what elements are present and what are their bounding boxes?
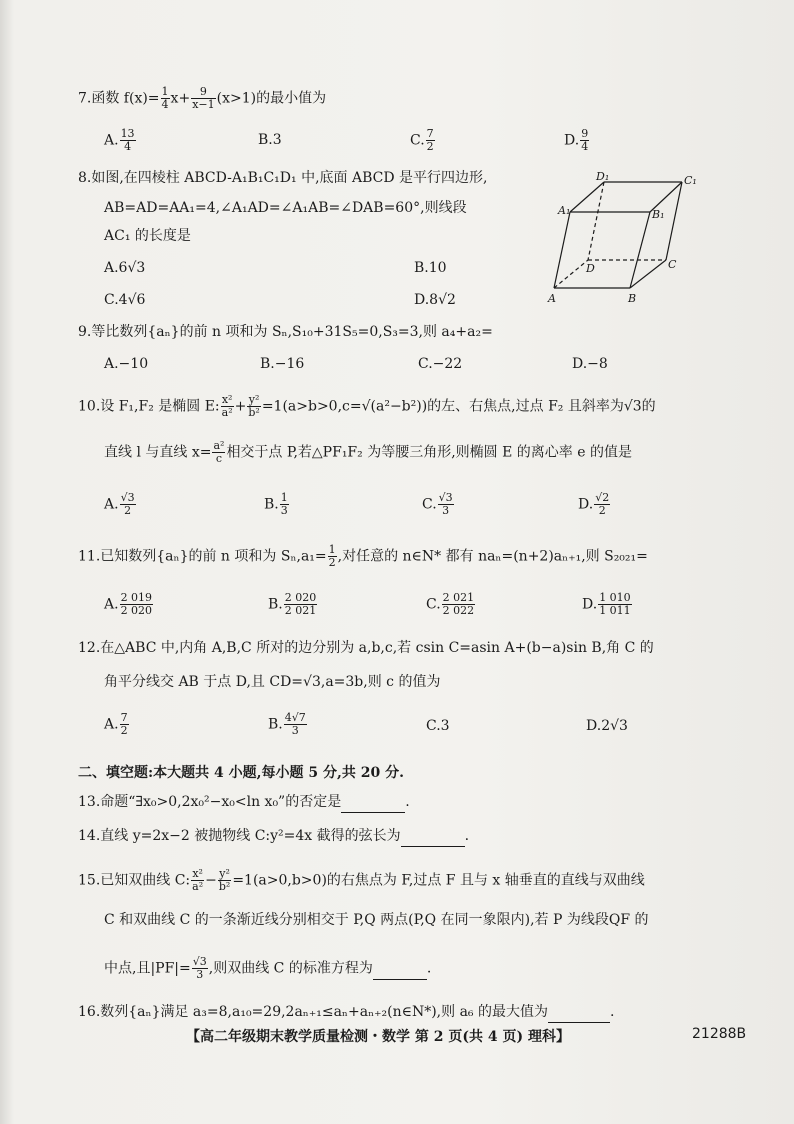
frac-num: 7	[120, 711, 128, 724]
q12-option-b	[268, 712, 308, 737]
q12-line-2: 角平分线交 AB 于点 D,且 CD=√3,a=3b,则 c 的值为	[104, 674, 441, 690]
q15-frac-pf	[192, 956, 208, 981]
frac-num: 1	[280, 491, 288, 504]
option-label: D.	[586, 718, 602, 734]
q10-line-2	[104, 440, 754, 465]
q10-text-end: =1(a>b>0,c=√(a²−b²))的左、右焦点,过点 F₂ 且斜率为√3的	[261, 398, 656, 415]
frac-num: a²	[213, 439, 225, 452]
option-label: B.	[264, 496, 279, 513]
option-fraction	[284, 712, 307, 737]
q15-text: 15.已知双曲线 C:	[78, 872, 191, 889]
q8-option-d: D.8√2	[414, 292, 456, 308]
q15-text-end: =1(a>0,b>0)的右焦点为 F,过点 F 且与 x 轴垂直的直线与双曲线	[232, 872, 645, 889]
q11-fraction	[328, 544, 337, 569]
q8-option-b: B.10	[414, 260, 447, 276]
q10-frac-directrix	[212, 440, 225, 465]
q7-frac2-num: 9	[191, 86, 215, 99]
option-label: A.	[104, 596, 119, 613]
frac-num: 13	[120, 127, 135, 140]
prism-figure	[542, 170, 702, 306]
label-c1: C₁	[684, 174, 697, 187]
frac-num: x²	[221, 393, 233, 406]
frac-den: 2	[426, 140, 434, 153]
q7-frac1-num: 1	[161, 85, 169, 98]
frac-den: 3	[291, 724, 299, 737]
frac-num: 2 020	[284, 591, 317, 604]
q7-stem-mid: x+	[170, 90, 191, 107]
label-b1: B₁	[652, 208, 665, 221]
q11-text-end: ,对任意的 n∈N* 都有 naₙ=(n+2)aₙ₊₁,则 S₂₀₂₁=	[337, 548, 648, 565]
option-fraction	[426, 128, 435, 153]
q10-option-a	[104, 492, 137, 517]
q12-line-1: 12.在△ABC 中,内角 A,B,C 所对的边分别为 a,b,c,若 csin C=asin A+(b−a)sin B,角 C 的	[78, 640, 654, 656]
q7-fraction-1	[161, 86, 170, 111]
label-d1: D₁	[596, 170, 610, 183]
option-label: D.	[578, 496, 594, 513]
frac-den: 2 022	[442, 604, 475, 617]
frac-den: b²	[218, 880, 231, 893]
q15-line-1	[78, 868, 754, 893]
exam-code: 21288B	[692, 1026, 747, 1042]
option-label: C.	[426, 718, 441, 734]
q9-option-d: D.−8	[572, 356, 608, 372]
question-14	[78, 826, 754, 847]
q14-text: 14.直线 y=2x−2 被抛物线 C:y²=4x 截得的弦长为	[78, 828, 401, 844]
q8-option-a: A.6√3	[104, 260, 146, 276]
q15-line-2: C 和双曲线 C 的一条渐近线分别相交于 P,Q 两点(P,Q 在同一象限内),若 P 为线段QF 的	[104, 912, 649, 928]
frac-den: b²	[248, 406, 260, 419]
q9-option-b: B.−16	[260, 356, 305, 372]
frac-den: 2	[120, 724, 128, 737]
frac-num: √2	[595, 491, 610, 504]
q10-text-end: 相交于点 P,若△PF₁F₂ 为等腰三角形,则椭圆 E 的离心率 e 的值是	[226, 444, 632, 461]
frac-num: 4√7	[284, 711, 306, 724]
option-fraction	[120, 712, 129, 737]
q10-option-d	[578, 492, 611, 517]
section-heading-fill-in: 二、填空题:本大题共 4 小题,每小题 5 分,共 20 分.	[78, 765, 404, 781]
q7-option-b	[258, 130, 282, 150]
q10-plus: +	[234, 398, 247, 415]
q7-option-d	[564, 128, 590, 153]
q15-text-end: ,则双曲线 C 的标准方程为	[208, 960, 373, 977]
q12-option-a	[104, 712, 130, 737]
option-fraction	[280, 492, 289, 517]
option-fraction	[598, 592, 632, 617]
option-fraction	[120, 592, 154, 617]
option-value: 3	[272, 132, 282, 148]
q7-stem-start: 7.函数 f(x)=	[78, 90, 160, 107]
frac-num: √3	[192, 955, 207, 968]
q13-end: .	[405, 794, 410, 810]
option-label: B.	[258, 132, 273, 148]
option-label: C.	[422, 496, 437, 513]
frac-num: 9	[581, 127, 589, 140]
option-fraction	[594, 492, 610, 517]
frac-num: √3	[438, 491, 453, 504]
q11-option-d	[582, 592, 633, 617]
q8-option-c: C.4√6	[104, 292, 146, 308]
option-label: B.	[268, 716, 283, 733]
q10-frac-x	[221, 394, 234, 419]
option-fraction	[284, 592, 318, 617]
answer-blank[interactable]	[548, 1002, 610, 1023]
q11-text: 11.已知数列{aₙ}的前 n 项和为 Sₙ,a₁=	[78, 548, 327, 565]
frac-den: 2 021	[284, 604, 317, 617]
q11-option-a	[104, 592, 154, 617]
option-label: A.	[104, 132, 119, 149]
q15-text: 中点,且|PF|=	[104, 960, 191, 977]
page-footer: 【高二年级期末教学质量检测・数学 第 2 页(共 4 页) 理科】	[186, 1029, 570, 1045]
frac-num: 2 021	[442, 591, 475, 604]
q9-option-c: C.−22	[418, 356, 463, 372]
option-label: C.	[426, 596, 441, 613]
frac-den: c	[215, 452, 223, 465]
frac-den: 2 020	[120, 604, 153, 617]
q14-end: .	[464, 828, 470, 844]
q7-option-c	[410, 128, 436, 153]
q7-stem-end: (x>1)的最小值为	[216, 90, 327, 107]
answer-blank[interactable]	[341, 792, 405, 813]
label-d: D	[586, 262, 595, 275]
q10-text: 10.设 F₁,F₂ 是椭圆 E:	[78, 398, 220, 415]
option-label: D.	[564, 132, 580, 149]
q16-end: .	[610, 1004, 615, 1020]
q15-line-3	[104, 956, 754, 981]
option-fraction	[442, 592, 476, 617]
q12-option-d	[586, 716, 628, 736]
question-7	[78, 86, 754, 111]
question-11	[78, 544, 754, 569]
label-a1: A₁	[558, 204, 571, 217]
option-label: A.	[104, 716, 119, 733]
label-a: A	[548, 292, 556, 305]
frac-num: x²	[192, 867, 203, 880]
frac-den: 1 011	[599, 604, 631, 617]
option-label: A.	[104, 496, 119, 513]
frac-den: 3	[442, 504, 450, 517]
answer-blank[interactable]	[401, 826, 465, 847]
answer-blank[interactable]	[373, 959, 427, 980]
question-9: 9.等比数列{aₙ}的前 n 项和为 Sₙ,S₁₀+31S₅=0,S₃=3,则 a₄+a₂=	[78, 324, 493, 340]
question-13	[78, 792, 754, 813]
q8-line-3: AC₁ 的长度是	[104, 228, 191, 244]
option-label: D.	[582, 596, 598, 613]
option-fraction	[120, 492, 136, 517]
q15-frac-x	[191, 868, 204, 893]
frac-den: 3	[280, 504, 288, 517]
q9-option-a: A.−10	[104, 356, 149, 372]
q10-line-1	[78, 394, 754, 419]
q10-option-b	[264, 492, 290, 517]
frac-num: 1	[328, 543, 336, 556]
q7-option-a	[104, 128, 137, 153]
option-fraction	[438, 492, 454, 517]
q8-line-2: AB=AD=AA₁=4,∠A₁AD=∠A₁AB=∠DAB=60°,则线段	[104, 200, 467, 216]
frac-den: a²	[221, 406, 233, 419]
frac-den: 3	[196, 968, 204, 981]
option-fraction	[120, 128, 136, 153]
q11-option-b	[268, 592, 318, 617]
frac-num: y²	[248, 393, 260, 406]
option-value: 2√3	[601, 718, 628, 734]
label-b: B	[628, 292, 637, 305]
frac-den: 4	[124, 140, 132, 153]
q15-end: .	[426, 960, 432, 977]
frac-num: √3	[120, 491, 135, 504]
frac-den: 2	[598, 504, 606, 517]
q16-text: 16.数列{aₙ}满足 a₃=8,a₁₀=29,2aₙ₊₁≤aₙ+aₙ₊₂(n∈N*),则 a₆ 的最大值为	[78, 1004, 548, 1020]
label-c: C	[668, 258, 677, 271]
option-value: 3	[440, 718, 450, 734]
q10-option-c	[422, 492, 455, 517]
frac-den: 2	[328, 556, 336, 569]
frac-num: y²	[219, 867, 230, 880]
frac-den: 4	[581, 140, 589, 153]
frac-den: 2	[124, 504, 132, 517]
frac-den: a²	[192, 880, 204, 893]
q7-frac2-den: x−1	[192, 98, 215, 111]
q7-frac1-den: 4	[161, 98, 169, 111]
frac-num: 2 019	[120, 591, 153, 604]
q13-text: 13.命题“∃x₀>0,2x₀²−x₀<ln x₀”的否定是	[78, 794, 342, 810]
q10-text: 直线 l 与直线 x=	[104, 444, 212, 461]
q10-frac-y	[247, 394, 260, 419]
q12-option-c	[426, 716, 450, 736]
q15-minus: −	[205, 872, 217, 889]
q11-option-c	[426, 592, 476, 617]
option-fraction	[580, 128, 589, 153]
option-label: C.	[410, 132, 425, 149]
option-label: B.	[268, 596, 283, 613]
q7-fraction-2	[191, 86, 215, 111]
q8-line-1: 8.如图,在四棱柱 ABCD-A₁B₁C₁D₁ 中,底面 ABCD 是平行四边形,	[78, 170, 488, 186]
frac-num: 7	[426, 127, 434, 140]
frac-num: 1 010	[599, 591, 631, 604]
q15-frac-y	[218, 868, 231, 893]
question-16	[78, 1002, 754, 1023]
